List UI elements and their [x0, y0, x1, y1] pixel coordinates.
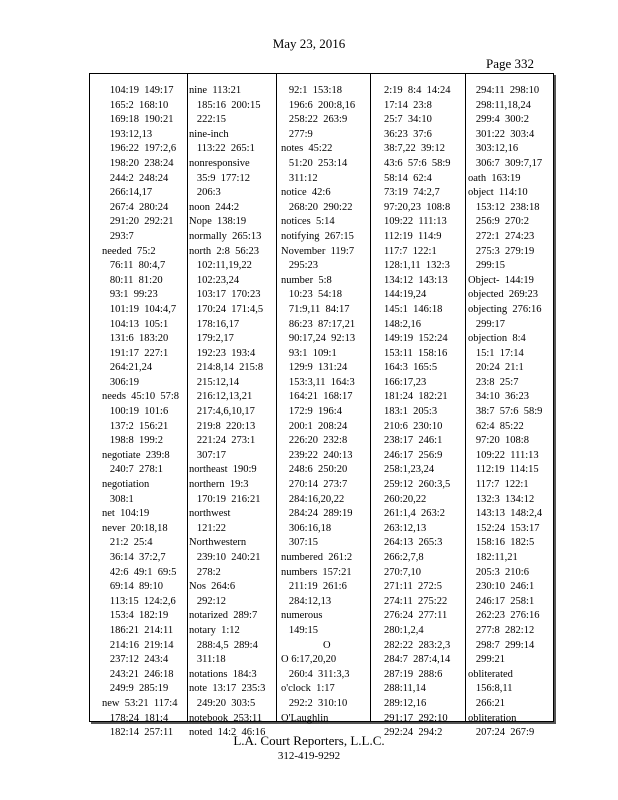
index-entry: needs 45:10 57:8 — [102, 391, 179, 403]
index-entry: 311:18 — [189, 654, 226, 666]
index-entry: 292:2 310:10 — [281, 697, 348, 709]
index-entry: 306:7 309:7,17 — [468, 157, 543, 169]
index-entry: 284:12,13 — [281, 595, 332, 607]
index-entry: 193:12,13 — [102, 128, 153, 140]
index-entry: 248:6 250:20 — [281, 464, 348, 476]
index-entry: 280:1,2,4 — [384, 624, 424, 636]
index-entry: 266:2,7,8 — [384, 552, 424, 563]
index-entry: number 5:8 — [281, 274, 332, 286]
index-entry: 101:19 104:4,7 — [102, 303, 177, 315]
index-entry: 291:17 292:10 — [384, 712, 448, 724]
index-entry: 35:9 177:12 — [189, 172, 250, 184]
index-column-3 — [281, 84, 367, 724]
index-entry: 93:1 99:23 — [102, 289, 158, 301]
index-entry: 240:7 278:1 — [102, 464, 163, 476]
index-entry: Northwestern — [189, 537, 247, 549]
index-entry: objection 8:4 — [468, 333, 526, 345]
index-entry: 205:3 210:6 — [468, 566, 529, 578]
index-entry: 217:4,6,10,17 — [189, 406, 255, 418]
index-entry: numerous — [281, 610, 323, 622]
index-entry: 97:20 108:8 — [468, 435, 529, 447]
index-entry: 308:1 — [102, 493, 134, 505]
index-entry: objected 269:23 — [468, 289, 538, 301]
index-column-2 — [189, 84, 273, 739]
index-entry: 288:11,14 — [384, 683, 426, 695]
index-entry: 182:11,21 — [468, 552, 518, 563]
index-entry: 62:4 85:22 — [468, 420, 524, 432]
index-entry: noon 244:2 — [189, 201, 240, 213]
index-entry: 152:24 153:17 — [468, 522, 540, 534]
index-entry: 210:6 230:10 — [384, 420, 443, 432]
index-entry: 21:2 25:4 — [102, 537, 153, 549]
index-entry: 20:24 21:1 — [468, 362, 524, 374]
index-entry: 158:16 182:5 — [468, 537, 535, 549]
index-entry: notes 45:22 — [281, 143, 333, 155]
index-entry: 38:7,22 39:12 — [384, 143, 445, 155]
column-divider — [276, 74, 277, 721]
index-entry: 287:19 288:6 — [384, 668, 443, 680]
index-entry: 277:9 — [281, 128, 313, 140]
index-entry: 113:22 265:1 — [189, 143, 255, 155]
index-entry: 92:1 153:18 — [281, 85, 342, 96]
index-entry: 284:16,20,22 — [281, 493, 345, 505]
index-entry: 76:11 80:4,7 — [102, 260, 166, 272]
index-entry: 178:24 181:4 — [102, 712, 169, 724]
index-entry: 270:7,10 — [384, 566, 422, 578]
index-entry: 148:2,16 — [384, 318, 422, 330]
index-entry: northwest — [189, 508, 231, 520]
index-entry: 214:8,14 215:8 — [189, 362, 264, 374]
index-entry: 156:8,11 — [468, 683, 513, 695]
index-entry: 299:15 — [468, 260, 506, 272]
index-entry: 264:21,24 — [102, 362, 153, 374]
index-entry: 243:21 246:18 — [102, 668, 174, 680]
index-entry: 294:11 298:10 — [468, 85, 540, 96]
index-entry: 307:17 — [189, 449, 227, 461]
index-column-4 — [384, 84, 464, 739]
index-entry: 275:3 279:19 — [468, 245, 535, 257]
index-entry: 260:20,22 — [384, 493, 427, 505]
index-entry: 263:12,13 — [384, 522, 427, 534]
index-entry: 284:24 289:19 — [281, 508, 353, 520]
index-entry: 153:12 238:18 — [468, 201, 540, 213]
index-entry: 261:1,4 263:2 — [384, 508, 445, 520]
index-entry: notifying 267:15 — [281, 230, 354, 242]
index-entry: 268:20 290:22 — [281, 201, 353, 213]
index-entry: 311:12 — [281, 172, 318, 184]
index-entry: 58:14 62:4 — [384, 172, 432, 184]
index-entry: normally 265:13 — [189, 230, 262, 242]
index-entry: 153:3,11 164:3 — [281, 376, 355, 388]
index-entry: 112:19 114:9 — [384, 230, 442, 242]
index-entry: new 53:21 117:4 — [102, 697, 178, 709]
index-entry: 149:15 — [281, 624, 319, 636]
index-entry: 103:17 170:23 — [189, 289, 261, 301]
index-entry: 196:6 200:8,16 — [281, 99, 356, 111]
index-entry: 277:8 282:12 — [468, 624, 535, 636]
index-entry: 172:9 196:4 — [281, 406, 342, 418]
index-entry: 169:18 190:21 — [102, 114, 174, 126]
index-entry: o'clock 1:17 — [281, 683, 335, 695]
column-divider — [465, 74, 466, 721]
index-entry: 299:17 — [468, 318, 506, 330]
index-entry: 166:17,23 — [384, 376, 427, 388]
index-entry: 272:1 274:23 — [468, 230, 535, 242]
index-entry: 86:23 87:17,21 — [281, 318, 356, 330]
index-entry: 222:15 — [189, 114, 227, 126]
index-entry: 288:4,5 289:4 — [189, 639, 258, 651]
index-entry: 292:24 294:2 — [384, 727, 443, 739]
index-entry: 249:20 303:5 — [189, 697, 256, 709]
index-entry: 112:19 114:15 — [468, 464, 539, 476]
index-entry: 104:13 105:1 — [102, 318, 169, 330]
index-entry: 238:17 246:1 — [384, 435, 443, 447]
index-entry: nonresponsive — [189, 157, 250, 169]
index-entry: 102:11,19,22 — [189, 260, 252, 272]
index-entry: negotiation — [102, 479, 150, 491]
index-entry: numbers 157:21 — [281, 566, 352, 578]
index-entry: 298:11,18,24 — [468, 99, 531, 111]
index-entry: 117:7 122:1 — [384, 245, 437, 257]
index-entry: 200:1 208:24 — [281, 420, 348, 432]
index-entry: 131:6 183:20 — [102, 333, 169, 345]
index-entry: notations 184:3 — [189, 668, 257, 680]
index-entry: 215:12,14 — [189, 376, 240, 388]
footer-company: L.A. Court Reporters, L.L.C. — [233, 733, 385, 748]
index-entry: 299:21 — [468, 654, 506, 666]
index-entry: 278:2 — [189, 566, 221, 578]
index-entry: 207:24 267:9 — [468, 727, 535, 739]
index-entry: 15:1 17:14 — [468, 347, 524, 359]
index-entry: 43:6 57:6 58:9 — [384, 157, 451, 169]
index-entry: 196:22 197:2,6 — [102, 143, 177, 155]
index-entry: 80:11 81:20 — [102, 274, 163, 286]
index-entry: 143:13 148:2,4 — [468, 508, 543, 520]
index-entry: 198:20 238:24 — [102, 157, 174, 169]
page-number: Page 332 — [486, 56, 535, 71]
index-entry: 170:19 216:21 — [189, 493, 261, 505]
index-entry: O — [281, 639, 331, 651]
index-entry: 237:12 243:4 — [102, 654, 169, 666]
index-entry: 293:7 — [102, 230, 134, 242]
index-entry: 153:4 182:19 — [102, 610, 169, 622]
index-entry: 230:10 246:1 — [468, 581, 535, 593]
index-entry: objecting 276:16 — [468, 303, 542, 315]
index-entry: 239:10 240:21 — [189, 552, 261, 563]
index-entry: 36:23 37:6 — [384, 128, 432, 140]
index-entry: 93:1 109:1 — [281, 347, 337, 359]
index-entry: 298:7 299:14 — [468, 639, 535, 651]
index-entry: 164:21 168:17 — [281, 391, 353, 403]
index-entry: object 114:10 — [468, 187, 528, 199]
index-entry: 219:8 220:13 — [189, 420, 256, 432]
index-entry: 109:22 111:13 — [384, 216, 447, 228]
index-entry: 23:8 25:7 — [468, 376, 519, 388]
index-entry: 270:14 273:7 — [281, 479, 348, 491]
index-entry: 183:1 205:3 — [384, 406, 438, 418]
index-entry: 71:9,11 84:17 — [281, 303, 350, 315]
index-entry: 100:19 101:6 — [102, 406, 169, 418]
index-entry: 109:22 111:13 — [468, 449, 539, 461]
index-entry: 271:11 272:5 — [384, 581, 442, 593]
index-entry: 282:22 283:2,3 — [384, 639, 451, 651]
index-entry: 306:16,18 — [281, 522, 332, 534]
index-entry: 17:14 23:8 — [384, 99, 432, 111]
index-entry: 10:23 54:18 — [281, 289, 342, 301]
index-entry: 34:10 36:23 — [468, 391, 529, 403]
index-entry: Nos 264:6 — [189, 581, 236, 593]
index-entry: northern 19:3 — [189, 479, 249, 491]
index-entry: 97:20,23 108:8 — [384, 201, 451, 213]
index-entry: notary 1:12 — [189, 624, 240, 636]
index-entry: 192:23 193:4 — [189, 347, 256, 359]
index-entry: obliteration — [468, 712, 517, 724]
index-entry: net 104:19 — [102, 508, 150, 520]
index-entry: 211:19 261:6 — [281, 581, 347, 593]
index-entry: 276:24 277:11 — [384, 610, 448, 622]
index-entry: 51:20 253:14 — [281, 157, 348, 169]
index-entry: 170:24 171:4,5 — [189, 303, 264, 315]
index-entry: 129:9 131:24 — [281, 362, 348, 374]
index-entry: nine 113:21 — [189, 85, 242, 96]
index-entry: 289:12,16 — [384, 697, 427, 709]
index-entry: 25:7 34:10 — [384, 114, 432, 126]
index-entry: never 20:18,18 — [102, 522, 168, 534]
index-entry: 244:2 248:24 — [102, 172, 169, 184]
index-entry: 267:4 280:24 — [102, 201, 169, 213]
index-entry: 295:23 — [281, 260, 319, 272]
index-entry: noted 14:2 46:16 — [189, 727, 266, 739]
index-entry: 128:1,11 132:3 — [384, 260, 450, 272]
index-entry: numbered 261:2 — [281, 552, 353, 563]
index-entry: 164:3 165:5 — [384, 362, 438, 374]
index-entry: 117:7 122:1 — [468, 479, 529, 491]
index-entry: 2:19 8:4 14:24 — [384, 85, 451, 96]
index-entry: obliterated — [468, 668, 513, 680]
footer-phone: 312-419-9292 — [277, 750, 341, 762]
index-column-5 — [468, 84, 554, 739]
index-entry: 113:15 124:2,6 — [102, 595, 176, 607]
index-entry: 186:21 214:11 — [102, 624, 174, 636]
index-entry: Object- 144:19 — [468, 274, 534, 286]
index-entry: November 119:7 — [281, 245, 355, 257]
index-entry: 274:11 275:22 — [384, 595, 448, 607]
index-entry: 239:22 240:13 — [281, 449, 353, 461]
index-entry: 206:3 — [189, 187, 221, 199]
index-entry: 36:14 37:2,7 — [102, 552, 166, 563]
index-entry: O 6:17,20,20 — [281, 654, 337, 666]
index-entry: 132:3 134:12 — [468, 493, 535, 505]
index-entry: 246:17 256:9 — [384, 449, 443, 461]
column-divider — [370, 74, 371, 721]
index-entry: 292:12 — [189, 595, 227, 607]
index-entry: northeast 190:9 — [189, 464, 257, 476]
index-entry: 226:20 232:8 — [281, 435, 348, 447]
page-date: May 23, 2016 — [272, 36, 346, 51]
index-entry: 69:14 89:10 — [102, 581, 163, 593]
index-entry: negotiate 239:8 — [102, 449, 170, 461]
index-entry: 256:9 270:2 — [468, 216, 529, 228]
index-entry: 90:17,24 92:13 — [281, 333, 356, 345]
index-entry: 198:8 199:2 — [102, 435, 163, 447]
index-entry: 249:9 285:19 — [102, 683, 169, 695]
index-entry: O'Laughlin — [281, 712, 329, 724]
index-entry: 104:19 149:17 — [102, 85, 174, 96]
index-entry: 73:19 74:2,7 — [384, 187, 440, 199]
index-entry: 266:14,17 — [102, 187, 153, 199]
index-entry: 191:17 227:1 — [102, 347, 169, 359]
index-entry: 42:6 49:1 69:5 — [102, 566, 177, 578]
index-entry: north 2:8 56:23 — [189, 245, 259, 257]
index-entry: 266:21 — [468, 697, 506, 709]
index-entry: 134:12 143:13 — [384, 274, 448, 286]
index-entry: 38:7 57:6 58:9 — [468, 406, 543, 418]
index-entry: 182:14 257:11 — [102, 727, 174, 739]
index-entry: 301:22 303:4 — [468, 128, 535, 140]
index-entry: 181:24 182:21 — [384, 391, 448, 403]
index-entry: 165:2 168:10 — [102, 99, 169, 111]
column-divider — [187, 74, 188, 721]
index-entry: 153:11 158:16 — [384, 347, 448, 359]
index-entry: 264:13 265:3 — [384, 537, 443, 549]
index-entry: 216:12,13,21 — [189, 391, 253, 403]
index-entry: 246:17 258:1 — [468, 595, 535, 607]
index-entry: 121:22 — [189, 522, 227, 534]
index-entry: 221:24 273:1 — [189, 435, 256, 447]
index-entry: 259:12 260:3,5 — [384, 479, 451, 491]
index-frame — [89, 73, 554, 739]
index-entry: note 13:17 235:3 — [189, 683, 266, 695]
index-entry: 262:23 276:16 — [468, 610, 540, 622]
index-entry: 284:7 287:4,14 — [384, 654, 451, 666]
index-entry: 178:16,17 — [189, 318, 240, 330]
index-entry: 306:19 — [102, 376, 140, 388]
index-entry: 102:23,24 — [189, 274, 240, 286]
index-entry: 258:1,23,24 — [384, 464, 435, 476]
index-entry: Nope 138:19 — [189, 216, 247, 228]
index-entry: 145:1 146:18 — [384, 303, 443, 315]
index-entry: nine-inch — [189, 128, 229, 140]
index-entry: 307:15 — [281, 537, 319, 549]
index-entry: 303:12,16 — [468, 143, 519, 155]
index-entry: 260:4 311:3,3 — [281, 668, 350, 680]
index-entry: oath 163:19 — [468, 172, 521, 184]
index-entry: notarized 289:7 — [189, 610, 258, 622]
index-entry: notices 5:14 — [281, 216, 335, 228]
index-entry: 291:20 292:21 — [102, 216, 174, 228]
index-column-1 — [102, 84, 184, 739]
index-entry: 258:22 263:9 — [281, 114, 348, 126]
index-entry: 299:4 300:2 — [468, 114, 529, 126]
index-entry: 144:19,24 — [384, 289, 427, 301]
index-entry: 179:2,17 — [189, 333, 234, 345]
index-entry: 185:16 200:15 — [189, 99, 261, 111]
index-entry: 214:16 219:14 — [102, 639, 174, 651]
index-entry: 137:2 156:21 — [102, 420, 169, 432]
index-entry: notice 42:6 — [281, 187, 331, 199]
index-entry: 149:19 152:24 — [384, 333, 448, 345]
index-entry: notebook 253:11 — [189, 712, 263, 724]
index-entry: needed 75:2 — [102, 245, 156, 257]
